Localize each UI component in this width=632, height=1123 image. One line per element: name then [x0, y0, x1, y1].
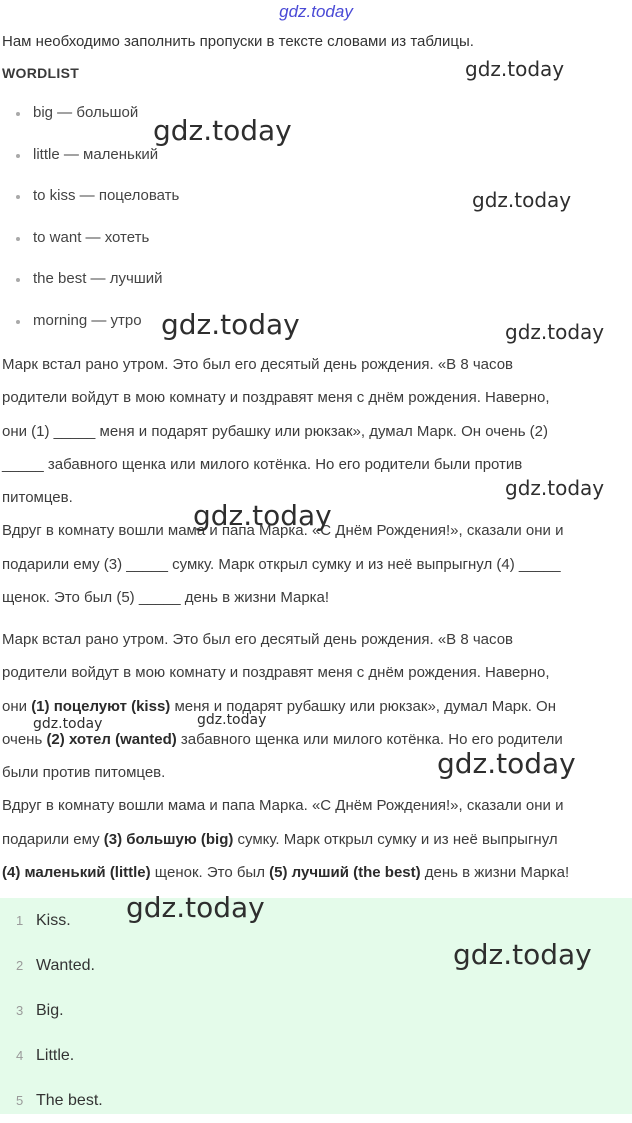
text-line: Марк встал рано утром. Это был его десятый день рождения. «В 8 часов	[2, 631, 514, 648]
task-intro: Нам необходимо заполнить пропуски в тексте словами из таблицы.	[2, 33, 474, 50]
text-segment: щенок. Это был	[150, 864, 270, 882]
watermark: gdz.today	[453, 938, 592, 971]
watermark: gdz.today	[126, 891, 265, 924]
answer-item	[16, 943, 103, 988]
answer-number: 1	[16, 913, 24, 928]
text-line: родители войдут в мою комнату и поздравят меня с днём рождения. Наверно,	[2, 389, 550, 407]
text-line: родители войдут в мою комнату и поздравят меня с днём рождения. Наверно,	[2, 664, 550, 682]
watermark: gdz.today	[505, 476, 605, 500]
wordlist-item-text: to kiss — поцеловать	[33, 187, 180, 205]
bullet-icon	[16, 278, 20, 282]
text-segment: очень	[2, 730, 47, 748]
bullet-icon	[16, 320, 20, 324]
answers-list	[16, 898, 103, 1123]
watermark: gdz.today	[465, 57, 565, 81]
answer-2: (2) хотел (wanted)	[46, 730, 177, 748]
wordlist-item-text: morning — утро	[33, 311, 142, 329]
answer-number: 2	[16, 958, 24, 973]
answer-5: (5) лучший (the best)	[269, 864, 421, 882]
text-line: они (1) _____ меня и подарят рубашку или рюкзак», думал Марк. Он очень (2)	[2, 422, 549, 440]
text-segment: забавного щенка или милого котёнка. Но его родители	[176, 730, 563, 748]
answer-item	[16, 898, 103, 943]
wordlist-heading: WORDLIST	[2, 65, 80, 81]
answer-text: Little.	[36, 1046, 75, 1064]
text-line	[2, 830, 630, 863]
bullet-icon	[16, 112, 20, 116]
answer-4: (4) маленький (little)	[2, 864, 151, 882]
answer-text: Wanted.	[36, 956, 95, 974]
bullet-icon	[16, 237, 20, 241]
watermark: gdz.today	[505, 320, 605, 344]
text-line: Вдруг в комнату вошли мама и папа Марка. «С Днём Рождения!», сказали они и	[2, 522, 564, 540]
wordlist-item-text: to want — хотеть	[33, 228, 150, 246]
bullet-icon	[16, 195, 20, 199]
text-segment: день в жизни Марка!	[420, 864, 570, 882]
answers-box	[0, 898, 632, 1114]
text-segment: меня и подарят рубашку или рюкзак», думал Марк. Он	[170, 697, 556, 715]
text-line: щенок. Это был (5) _____ день в жизни Марка!	[2, 589, 330, 607]
watermark: gdz.today	[33, 716, 103, 732]
wordlist-item	[16, 270, 179, 312]
wordlist-item-text: the best — лучший	[33, 270, 163, 288]
text-line: Марк встал рано утром. Это был его десятый день рождения. «В 8 часов	[2, 356, 514, 373]
text-line: подарили ему (3) _____ сумку. Марк открыл сумку и из неё выпрыгнул (4) _____	[2, 555, 561, 573]
answer-item	[16, 1078, 103, 1123]
wordlist-item	[16, 187, 179, 229]
text-line: Вдруг в комнату вошли мама и папа Марка. «С Днём Рождения!», сказали они и	[2, 797, 564, 815]
text-segment: сумку. Марк открыл сумку и из неё выпрыгнул	[233, 830, 558, 848]
text-line: были против питомцев.	[2, 764, 166, 782]
watermark: gdz.today	[193, 499, 332, 532]
text-segment: они	[2, 697, 32, 715]
watermark-top: gdz.today	[279, 2, 353, 21]
text-line: питомцев.	[2, 489, 73, 507]
watermark: gdz.today	[197, 712, 267, 728]
wordlist-item-text: little — маленький	[33, 145, 159, 163]
answer-number: 3	[16, 1003, 24, 1018]
wordlist-item	[16, 229, 179, 271]
answer-item	[16, 988, 103, 1033]
answer-item	[16, 1033, 103, 1078]
text-line	[2, 863, 630, 896]
watermark: gdz.today	[472, 188, 572, 212]
wordlist-item	[16, 312, 179, 354]
text-segment: подарили ему	[2, 830, 104, 848]
answer-3: (3) большую (big)	[103, 830, 234, 848]
answer-text: The best.	[36, 1091, 103, 1109]
bullet-icon	[16, 154, 20, 158]
answer-text: Kiss.	[36, 911, 71, 929]
answer-number: 4	[16, 1048, 24, 1063]
text-line: _____ забавного щенка или милого котёнка. Но его родители были против	[2, 455, 523, 473]
wordlist-item-text: big — большой	[33, 104, 139, 121]
answer-1: (1) поцелуют (kiss)	[31, 697, 171, 715]
watermark: gdz.today	[161, 308, 300, 341]
wordlist-item	[16, 146, 179, 188]
answer-number: 5	[16, 1093, 24, 1108]
watermark: gdz.today	[437, 747, 576, 780]
watermark: gdz.today	[153, 114, 292, 147]
answer-text: Big.	[36, 1001, 64, 1019]
